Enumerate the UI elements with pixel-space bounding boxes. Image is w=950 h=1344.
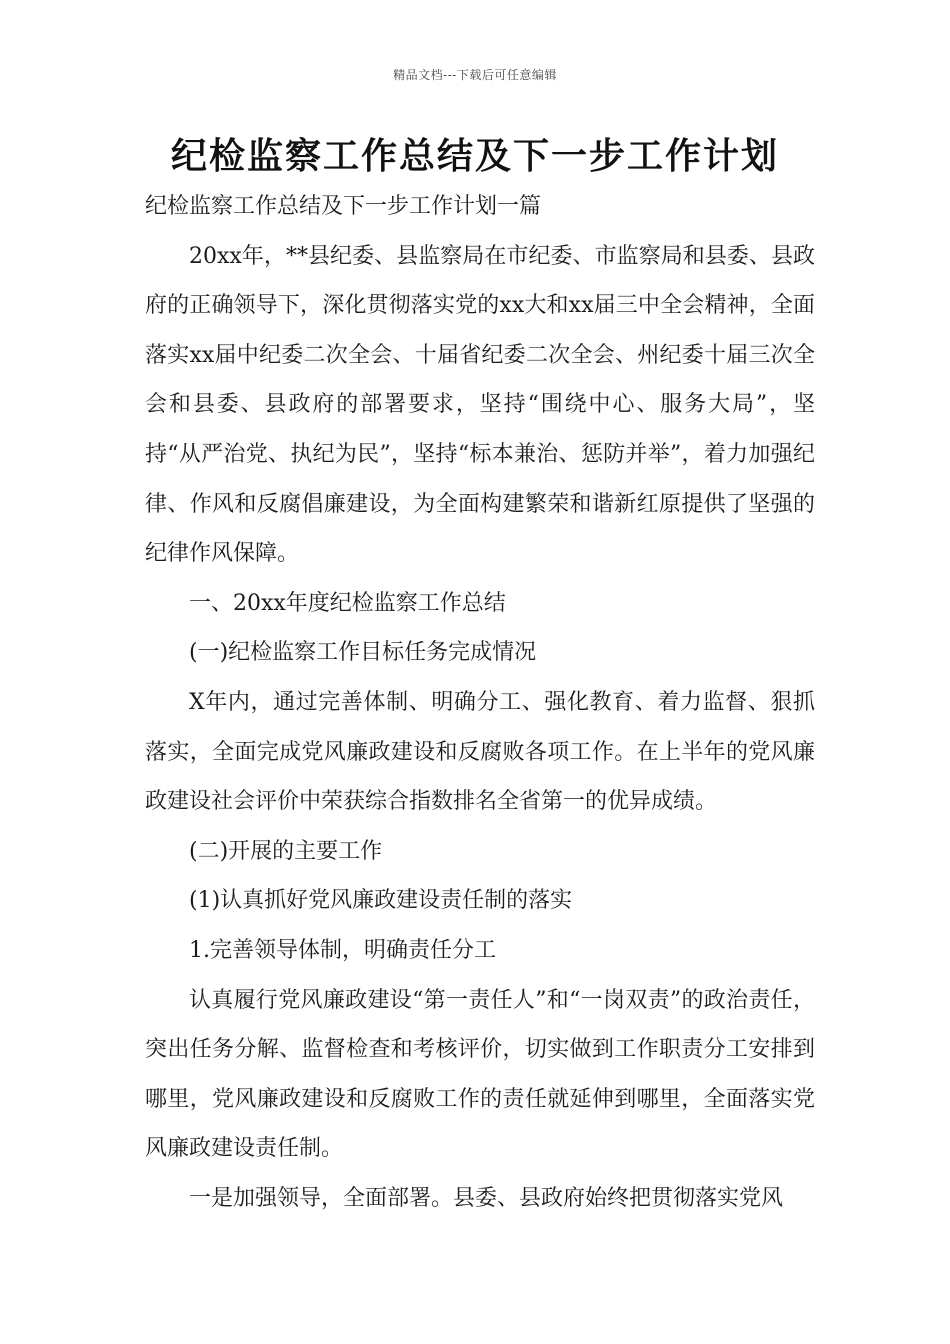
subsection-heading: (一)纪检监察工作目标任务完成情况 (189, 640, 537, 666)
body-paragraph: 一是加强领导，全面部署。县委、县政府始终把贯彻落实党风 (189, 1185, 784, 1211)
intro-paragraph: 20xx年，**县纪委、县监察局在市纪委、市监察局和县委、县政府的正确领导下，深化贯彻落实党的xx大和xx届三中全会精神，全面落实xx届中纪委二次全会、十届省纪委二次全会、州纪委十届三次全会和县委、县政府的部署要求，坚持“围绕中心、服务大局”，坚持“从严治党、执纪为民”，坚持“标本兼治、惩防并举”，着力加强纪律、作风和反腐倡廉建设，为全面构建繁荣和谐新红原提供了坚强的纪律作风保障。 (145, 243, 815, 567)
subtitle-paragraph: 纪检监察工作总结及下一步工作计划一篇 (145, 194, 542, 219)
header-note: 精品文档---下载后可任意编辑 (393, 68, 557, 82)
item-heading: 1.完善领导体制，明确责任分工 (189, 937, 496, 963)
item-heading: (1)认真抓好党风廉政建设责任制的落实 (189, 888, 573, 914)
body-paragraph: 认真履行党风廉政建设“第一责任人”和“一岗双责”的政治责任，突出任务分解、监督检查和考核评价，切实做到工作职责分工安排到哪里，党风廉政建设和反腐败工作的责任就延伸到哪里，全面落实党风廉政建设责任制。 (145, 987, 815, 1162)
section-heading: 一、20xx年度纪检监察工作总结 (189, 590, 506, 616)
document-body (145, 182, 815, 1223)
document-title: 纪检监察工作总结及下一步工作计划 (170, 136, 779, 177)
subsection-heading: (二)开展的主要工作 (189, 838, 383, 864)
body-paragraph: X年内，通过完善体制、明确分工、强化教育、着力监督、狠抓落实，全面完成党风廉政建设和反腐败各项工作。在上半年的党风廉政建设社会评价中荣获综合指数排名全省第一的优异成绩。 (145, 689, 815, 815)
